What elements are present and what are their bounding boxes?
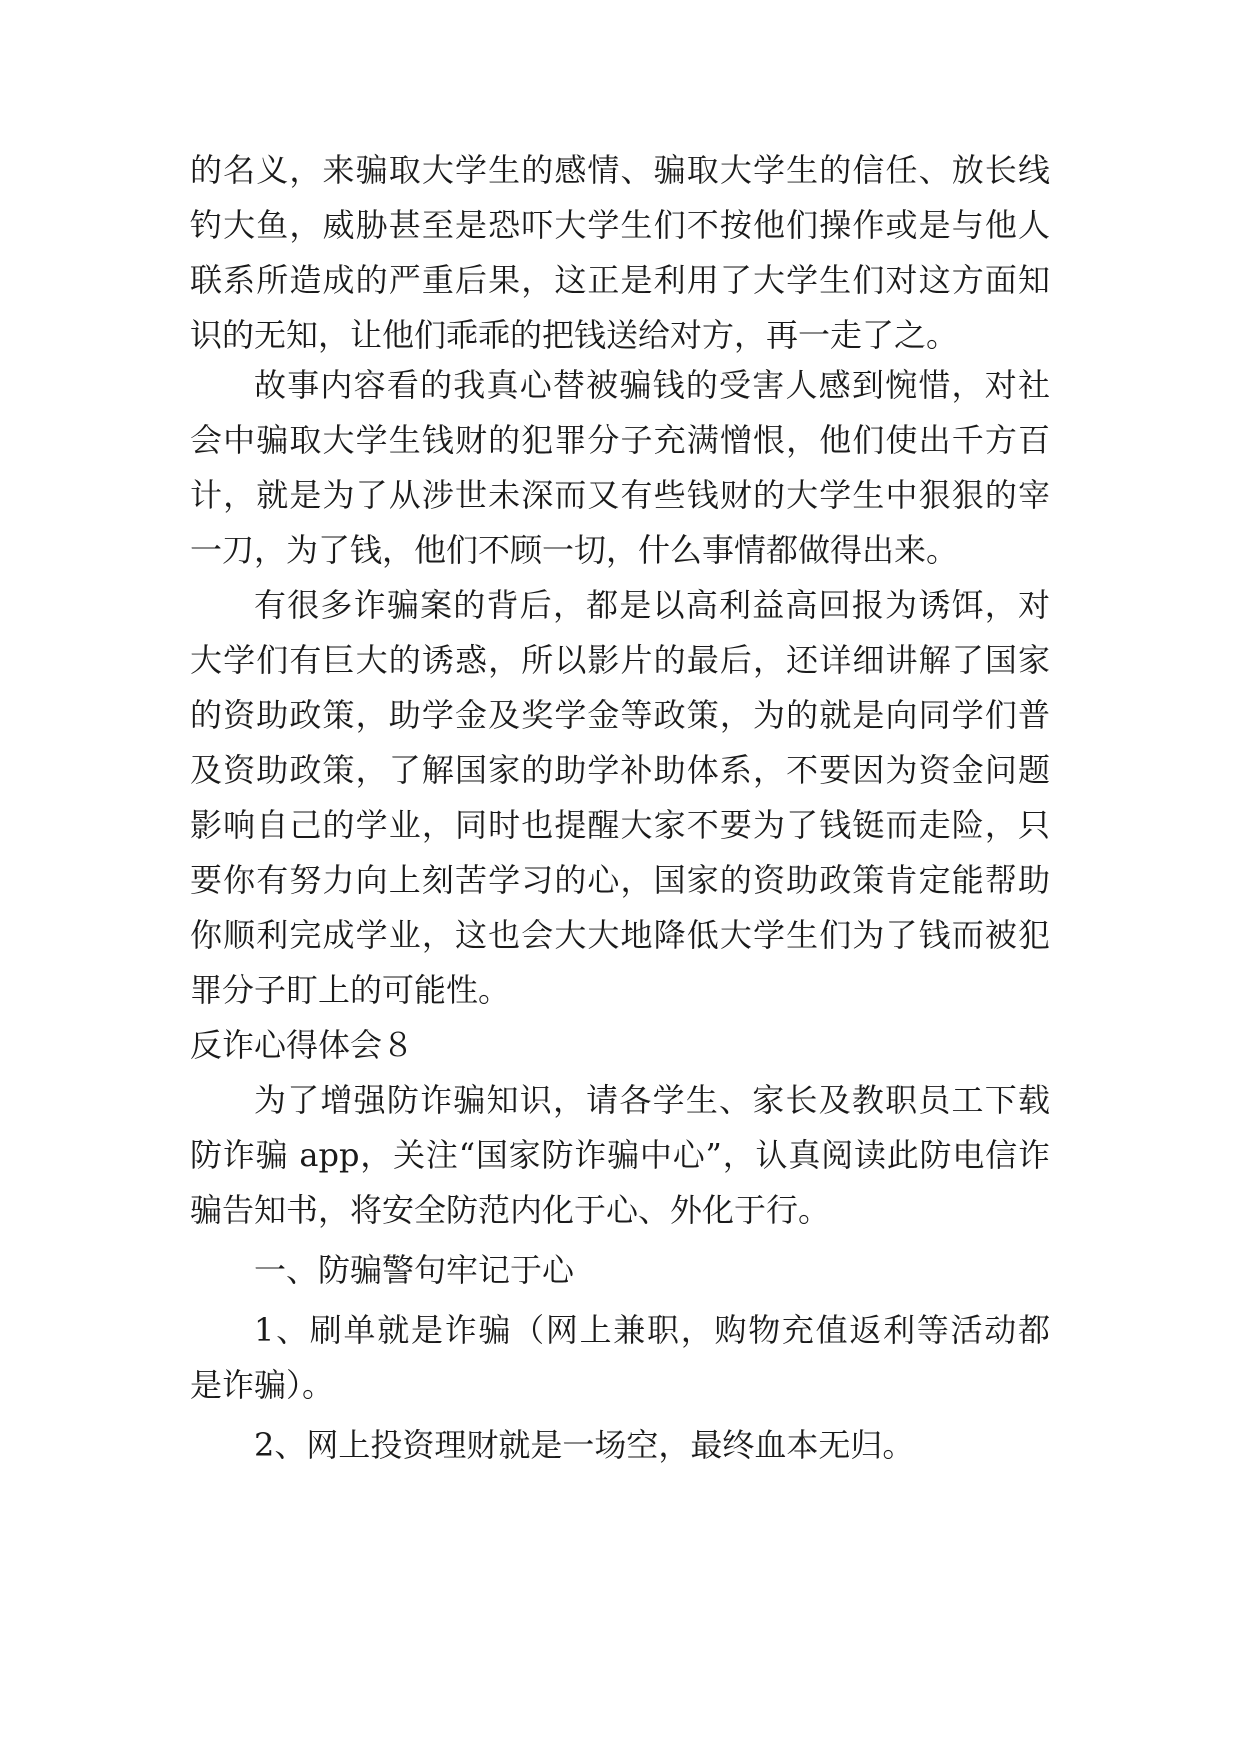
paragraph-line: 有很多诈骗案的背后，都是以高利益高回报为诱饵，对 bbox=[254, 586, 1050, 624]
paragraph-line: 联系所造成的严重后果，这正是利用了大学生们对这方面知 bbox=[190, 261, 1050, 299]
paragraph-line: 的名义，来骗取大学生的感情、骗取大学生的信任、放长线 bbox=[190, 151, 1050, 189]
section-heading: 反诈心得体会８ bbox=[190, 1026, 415, 1064]
list-item-line: 2、网上投资理财就是一场空，最终血本无归。 bbox=[254, 1426, 915, 1464]
paragraph-line: 计，就是为了从涉世未深而又有些钱财的大学生中狠狠的宰 bbox=[190, 476, 1050, 514]
paragraph-line: 钓大鱼，威胁甚至是恐吓大学生们不按他们操作或是与他人 bbox=[190, 206, 1050, 244]
list-item-line: 是诈骗）。 bbox=[190, 1366, 335, 1404]
paragraph-line: 要你有努力向上刻苦学习的心，国家的资助政策肯定能帮助 bbox=[190, 861, 1050, 899]
paragraph-line: 的资助政策，助学金及奖学金等政策，为的就是向同学们普 bbox=[190, 696, 1050, 734]
paragraph-line: 罪分子盯上的可能性。 bbox=[190, 971, 511, 1009]
subheading: 一、防骗警句牢记于心 bbox=[254, 1251, 575, 1289]
paragraph-line: 故事内容看的我真心替被骗钱的受害人感到惋惜，对社 bbox=[254, 366, 1050, 404]
paragraph-line: 骗告知书，将安全防范内化于心、外化于行。 bbox=[190, 1191, 831, 1229]
paragraph-line: 大学们有巨大的诱惑，所以影片的最后，还详细讲解了国家 bbox=[190, 641, 1050, 679]
paragraph-line: 影响自己的学业，同时也提醒大家不要为了钱铤而走险，只 bbox=[190, 806, 1050, 844]
list-item-line: 1、刷单就是诈骗（网上兼职，购物充值返利等活动都 bbox=[254, 1311, 1050, 1349]
paragraph-line: 会中骗取大学生钱财的犯罪分子充满憎恨，他们使出千方百 bbox=[190, 421, 1050, 459]
paragraph-line: 及资助政策，了解国家的助学补助体系，不要因为资金问题 bbox=[190, 751, 1050, 789]
paragraph-line: 识的无知，让他们乖乖的把钱送给对方，再一走了之。 bbox=[190, 316, 959, 354]
paragraph-line: 为了增强防诈骗知识，请各学生、家长及教职员工下载 bbox=[254, 1081, 1050, 1119]
paragraph-line: 你顺利完成学业，这也会大大地降低大学生们为了钱而被犯 bbox=[190, 916, 1050, 954]
paragraph-line: 一刀，为了钱，他们不顾一切，什么事情都做得出来。 bbox=[190, 531, 959, 569]
paragraph-line: 防诈骗 app，关注“国家防诈骗中心”，认真阅读此防电信诈 bbox=[190, 1136, 1050, 1174]
